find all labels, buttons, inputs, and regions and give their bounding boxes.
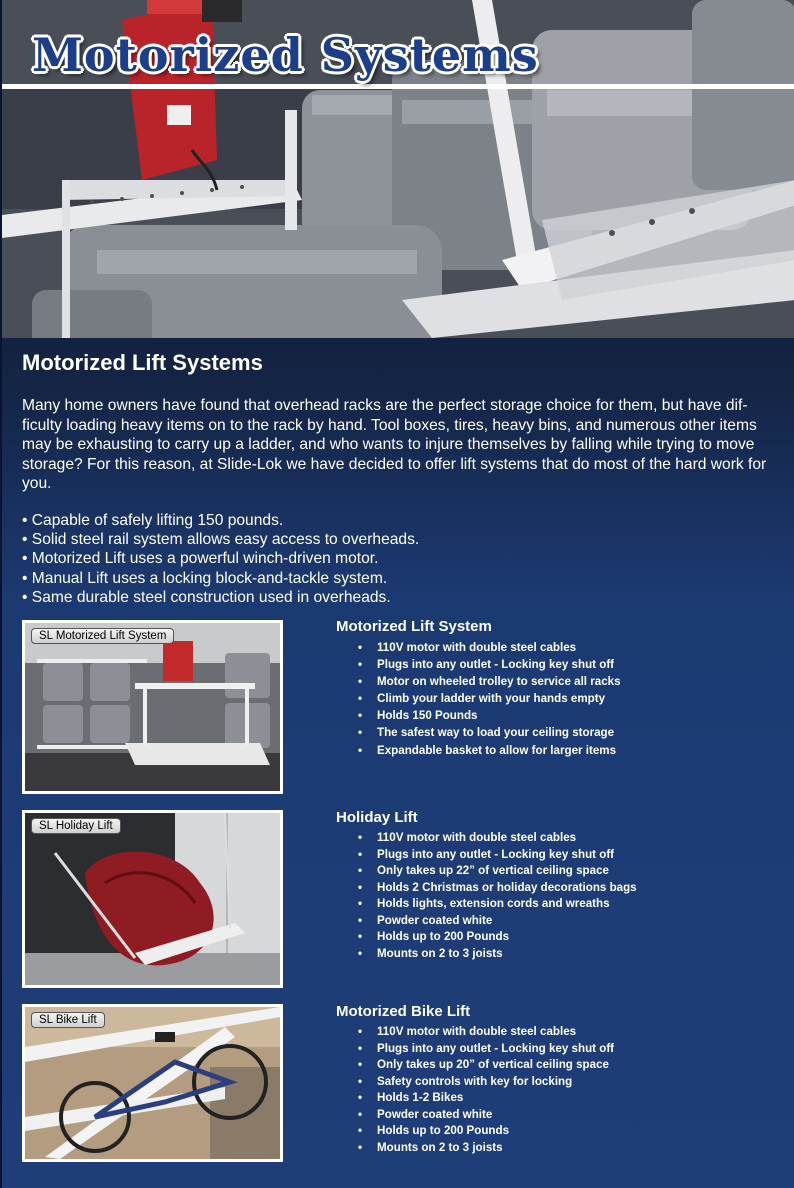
- product-feature: • Safety controls with key for locking: [358, 1074, 778, 1091]
- product-feature-list: [358, 830, 778, 962]
- product-feature: • Holds lights, extension cords and wreaths: [358, 896, 778, 913]
- feature-item: • Manual Lift uses a locking block-and-tackle system.: [22, 569, 782, 588]
- product-feature: • Plugs into any outlet - Locking key shut off: [358, 1041, 778, 1058]
- intro-paragraph: Many home owners have found that overhead racks are the perfect storage choice for them, but have dif-ficulty loading heavy items on to the rack by hand. Tool boxes, tires, heavy bins, and numerous other items may be exhausting to carry up a ladder, and who wants to injure themselves by falling while trying to move storage? For this reason, at Slide-Lok we have decided to offer lift systems that do most of the hard work for you.: [22, 397, 767, 493]
- feature-item: • Same durable steel construction used in overheads.: [22, 588, 782, 607]
- product-feature: • Holds up to 200 Pounds: [358, 929, 778, 946]
- photo-label: SL Holiday Lift: [31, 818, 121, 834]
- feature-item: • Solid steel rail system allows easy access to overheads.: [22, 530, 782, 549]
- feature-item: • Capable of safely lifting 150 pounds.: [22, 511, 782, 530]
- bike-lift-photo: [22, 1004, 283, 1162]
- product-feature: • 110V motor with double steel cables: [358, 830, 778, 847]
- photo-label: SL Motorized Lift System: [31, 628, 174, 644]
- product-title: Motorized Bike Lift: [336, 1003, 471, 1020]
- bike-lift-image: [25, 1007, 280, 1159]
- product-feature: • Holds 150 Pounds: [358, 707, 778, 724]
- product-feature-list: [358, 1024, 778, 1156]
- product-feature: • Climb your ladder with your hands empty: [358, 690, 778, 707]
- product-feature-list: [358, 639, 778, 759]
- product-title: Motorized Lift System: [336, 618, 492, 635]
- product-feature: • Mounts on 2 to 3 joists: [358, 1140, 778, 1157]
- feature-list: [22, 511, 782, 607]
- hero-title: Motorized Systems: [32, 28, 539, 82]
- product-feature: • Plugs into any outlet - Locking key shut off: [358, 656, 778, 673]
- product-feature: • Mounts on 2 to 3 joists: [358, 946, 778, 963]
- photo-label: SL Bike Lift: [31, 1012, 105, 1028]
- product-feature: • Only takes up 22” of vertical ceiling space: [358, 863, 778, 880]
- holiday-lift-photo: [22, 810, 283, 988]
- hero-banner: [2, 0, 794, 338]
- feature-item: • Motorized Lift uses a powerful winch-driven motor.: [22, 549, 782, 568]
- holiday-lift-image: [25, 813, 280, 985]
- motorized-lift-photo: [22, 620, 283, 794]
- product-feature: • Powder coated white: [358, 1107, 778, 1124]
- product-title: Holiday Lift: [336, 809, 418, 826]
- product-feature: • Holds 1-2 Bikes: [358, 1090, 778, 1107]
- product-feature: • 110V motor with double steel cables: [358, 1024, 778, 1041]
- product-feature: • Holds up to 200 Pounds: [358, 1123, 778, 1140]
- product-feature: • Plugs into any outlet - Locking key shut off: [358, 847, 778, 864]
- product-feature: • Motor on wheeled trolley to service all racks: [358, 673, 778, 690]
- product-feature: • Expandable basket to allow for larger items: [358, 742, 778, 759]
- product-feature: • Holds 2 Christmas or holiday decorations bags: [358, 880, 778, 897]
- product-feature: • Only takes up 20” of vertical ceiling space: [358, 1057, 778, 1074]
- product-feature: • The safest way to load your ceiling storage: [358, 724, 778, 741]
- motorized-lift-image: [25, 623, 280, 791]
- section-heading: Motorized Lift Systems: [22, 350, 263, 375]
- product-feature: • 110V motor with double steel cables: [358, 639, 778, 656]
- hero-divider-line: [2, 84, 794, 89]
- product-feature: • Powder coated white: [358, 913, 778, 930]
